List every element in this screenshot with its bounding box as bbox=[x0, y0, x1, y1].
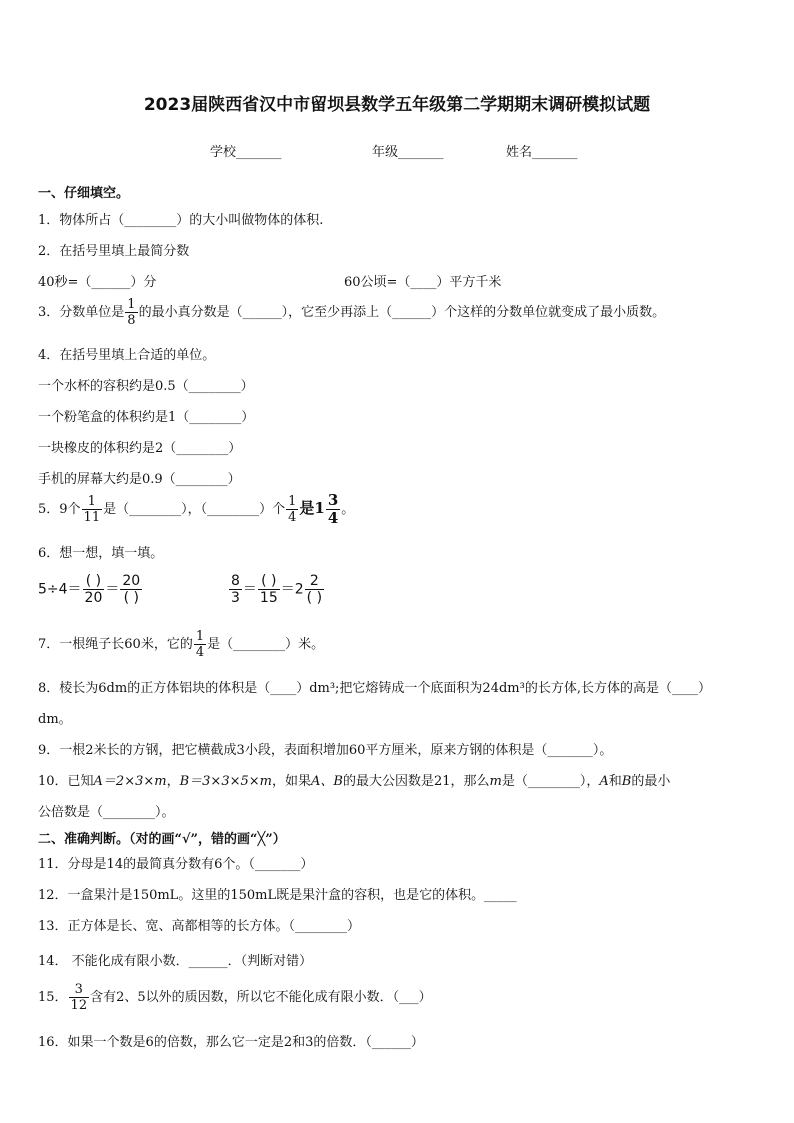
question-2a: 40秒=（______）分 bbox=[38, 275, 157, 290]
question-3: 3．分数单位是 $\frac{1}{8}$ 的最小真分数是（______），它至少再添上（______）个这样的分数单位就变成了最小质数。 bbox=[38, 297, 666, 328]
question-13: 13．正方体是长、宽、高都相等的长方体。（________） bbox=[38, 919, 361, 934]
page-title: 2023届陕西省汉中市留坝县数学五年级第二学期期末调研模拟试题 bbox=[143, 95, 651, 115]
question-4c: 一块橡皮的体积约是2（________） bbox=[38, 441, 242, 456]
equation-6a: 5÷4＝ $\frac{( )}{20}$ ＝ $\frac{20}{( )}$ bbox=[38, 573, 141, 606]
question-4d: 手机的屏幕大约是0.9（________） bbox=[38, 472, 241, 487]
name-field[interactable]: 姓名_______ bbox=[506, 145, 578, 160]
fraction-1-8: $\frac{1}{8}$ bbox=[127, 297, 136, 328]
question-8: 8．棱长为6dm的正方体铝块的体积是（____）dm³;把它熔铸成一个底面积为24dm³的长方体,长方体的高是（____） bbox=[38, 681, 711, 696]
question-4b: 一个粉笔盒的体积约是1（________） bbox=[38, 410, 255, 425]
question-12: 12．一盒果汁是150mL。这里的150mL既是果汁盒的容积，也是它的体积。_____ bbox=[38, 888, 517, 903]
question-15: 15． $\frac{3}{12}$ 含有2、5以外的质因数，所以它不能化成有限小数．（___） bbox=[38, 982, 432, 1013]
question-11: 11．分母是14的最简真分数有6个。（_______） bbox=[38, 857, 314, 872]
question-16: 16．如果一个数是6的倍数，那么它一定是2和3的倍数．（______） bbox=[38, 1035, 424, 1050]
fraction-1-4: $\frac{1}{4}$ bbox=[288, 494, 297, 525]
question-9: 9．一根2米长的方钢，把它横截成3小段，表面积增加60平方厘米，原来方钢的体积是（_______）。 bbox=[38, 743, 613, 758]
question-5: 5．9个 $\frac{1}{11}$ 是（________），（________）个 $\frac{1}{4}$ 是1 $\frac{3}{4}$ 。 bbox=[38, 491, 355, 527]
fraction-3-12: $\frac{3}{12}$ bbox=[70, 982, 88, 1013]
section-2-heading: 二、准确判断。（对的画“√”，错的画“╳”） bbox=[38, 832, 286, 847]
question-7: 7．一根绳子长60米，它的 $\frac{1}{4}$ 是（________）米。 bbox=[38, 629, 325, 660]
question-4: 4．在括号里填上合适的单位。 bbox=[38, 348, 216, 363]
fraction-1-11: $\frac{1}{11}$ bbox=[83, 494, 101, 525]
grade-field[interactable]: 年级_______ bbox=[372, 145, 444, 160]
question-14: 14． 不能化成有限小数．______．（判断对错） bbox=[38, 954, 313, 969]
section-1-heading: 一、仔细填空。 bbox=[38, 186, 130, 201]
question-10: 10．已知A＝2×3×m，B＝3×3×5×m，如果A、B的最大公因数是21，那么m是（________），A和B的最小 bbox=[38, 774, 671, 789]
question-4a: 一个水杯的容积约是0.5（________） bbox=[38, 379, 254, 394]
fraction-3-4: $\frac{3}{4}$ bbox=[327, 491, 339, 527]
question-2: 2．在括号里填上最简分数 bbox=[38, 244, 190, 259]
question-1: 1．物体所占（________）的大小叫做物体的体积. bbox=[38, 213, 324, 228]
question-6: 6．想一想，填一填。 bbox=[38, 546, 164, 561]
fraction-1-4: $\frac{1}{4}$ bbox=[195, 629, 205, 660]
equation-6b: $\frac{8}{3}$ ＝ $\frac{( )}{15}$ ＝2 $\frac{2}{( )}$ bbox=[231, 573, 323, 606]
school-field[interactable]: 学校_______ bbox=[210, 145, 282, 160]
question-8-continued: dm。 bbox=[38, 712, 72, 727]
question-10-continued: 公倍数是（________）。 bbox=[38, 805, 175, 820]
question-2b: 60公顷=（____）平方千米 bbox=[344, 275, 502, 290]
